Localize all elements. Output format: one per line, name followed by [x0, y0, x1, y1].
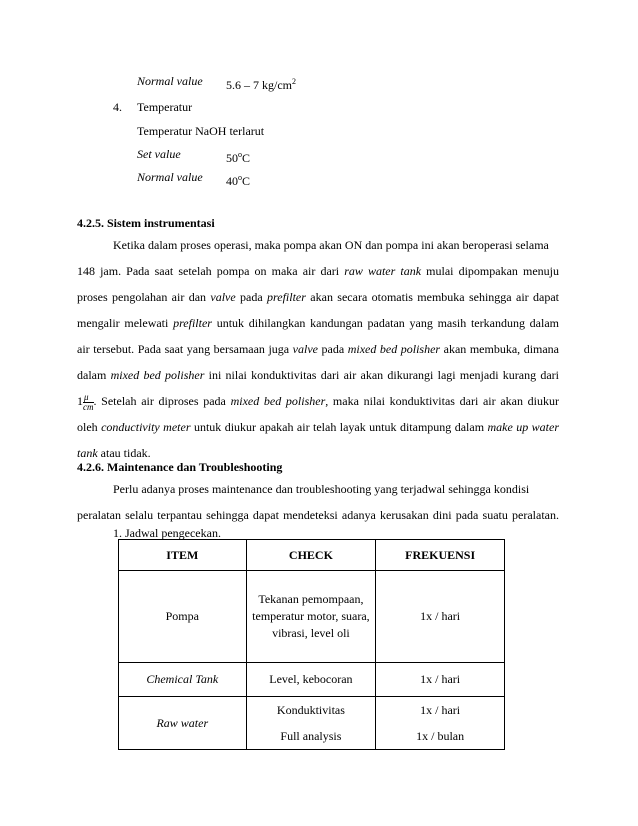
paragraph-line: Perlu adanya proses maintenance dan troubleshooting yang terjadwal sehingga kondisi	[113, 482, 530, 496]
item-4-title: Temperatur	[137, 100, 193, 114]
paragraph-line: peralatan selalu terpantau sehingga dapat mendeteksi adanya kerusakan dini pada suatu peralatan.	[77, 508, 559, 522]
normal-value-2: 40$^o$C	[226, 173, 251, 188]
cell-frekuensi: 1x / hari	[376, 571, 505, 663]
cell-check: Level, kebocoran	[246, 663, 376, 697]
set-value: 50$^o$C	[226, 150, 251, 165]
cell-check: Tekanan pemompaan, temperatur motor, suara, vibrasi, level oli	[246, 571, 376, 663]
paragraph-line: dalam mixed bed polisher ini nilai konduktivitas dari air akan dikurangi lagi menjadi kurang dari	[77, 368, 560, 382]
paragraph-line: 148 jam. Pada saat setelah pompa on maka air dari raw water tank mulai dipompakan menuju	[77, 264, 559, 278]
table-row	[119, 571, 505, 663]
paragraph-line: oleh conductivity meter untuk diukur apakah air telah layak untuk ditampung dalam make up water	[77, 420, 559, 434]
item-4-description: Temperatur NaOH terlarut	[137, 124, 265, 138]
header-frekuensi: FREKUENSI	[376, 540, 505, 571]
schedule-list-item: 1. Jadwal pengecekan.	[113, 526, 221, 540]
section-426-heading: 4.2.6. Maintenance dan Troubleshooting	[77, 460, 283, 474]
cell-item: Pompa	[119, 571, 247, 663]
table-row	[119, 663, 505, 697]
cell-item: Raw water	[119, 697, 247, 750]
paragraph-line: air tersebut. Pada saat yang bersamaan juga valve pada mixed bed polisher akan membuka, dimana	[77, 342, 560, 356]
section-425-heading: 4.2.5. Sistem instrumentasi	[77, 216, 215, 230]
section-426-paragraph	[77, 476, 559, 528]
cell-check: Konduktivitas Full analysis	[246, 697, 376, 750]
paragraph-line: mengalir melewati prefilter untuk dihilangkan kandungan padatan yang masih terkandung dalam	[77, 316, 559, 330]
cell-frekuensi: 1x / hari 1x / bulan	[376, 697, 505, 750]
set-value-label: Set value	[137, 147, 181, 161]
cell-item: Chemical Tank	[119, 663, 247, 697]
normal-value-label-2: Normal value	[137, 170, 203, 184]
paragraph-line: proses pengolahan air dan valve pada prefilter akan secara otomatis membuka sehingga air dapat	[77, 290, 559, 304]
header-check: CHECK	[246, 540, 376, 571]
normal-value-label-1: Normal value	[137, 74, 203, 88]
schedule-table	[118, 539, 505, 750]
table-row	[119, 697, 505, 750]
normal-value-1: 5.6 – 7 $kg/cm^2$	[226, 77, 296, 92]
paragraph-line: Ketika dalam proses operasi, maka pompa akan ON dan pompa ini akan beroperasi selama	[113, 238, 549, 252]
paragraph-line: tank atau tidak.	[77, 446, 151, 460]
table-header-row	[119, 540, 505, 571]
item-4-number: 4.	[113, 100, 122, 114]
header-item: ITEM	[119, 540, 247, 571]
section-425-paragraph	[77, 232, 559, 466]
cell-frekuensi: 1x / hari	[376, 663, 505, 697]
unit-fraction: $\frac{\mu}{cm}$	[83, 391, 94, 412]
paragraph-line: 1 $\frac{\mu}{cm}$ . Setelah air diproses pada mixed bed polisher, maka nilai konduktivitas dari air akan diukur	[77, 391, 559, 412]
